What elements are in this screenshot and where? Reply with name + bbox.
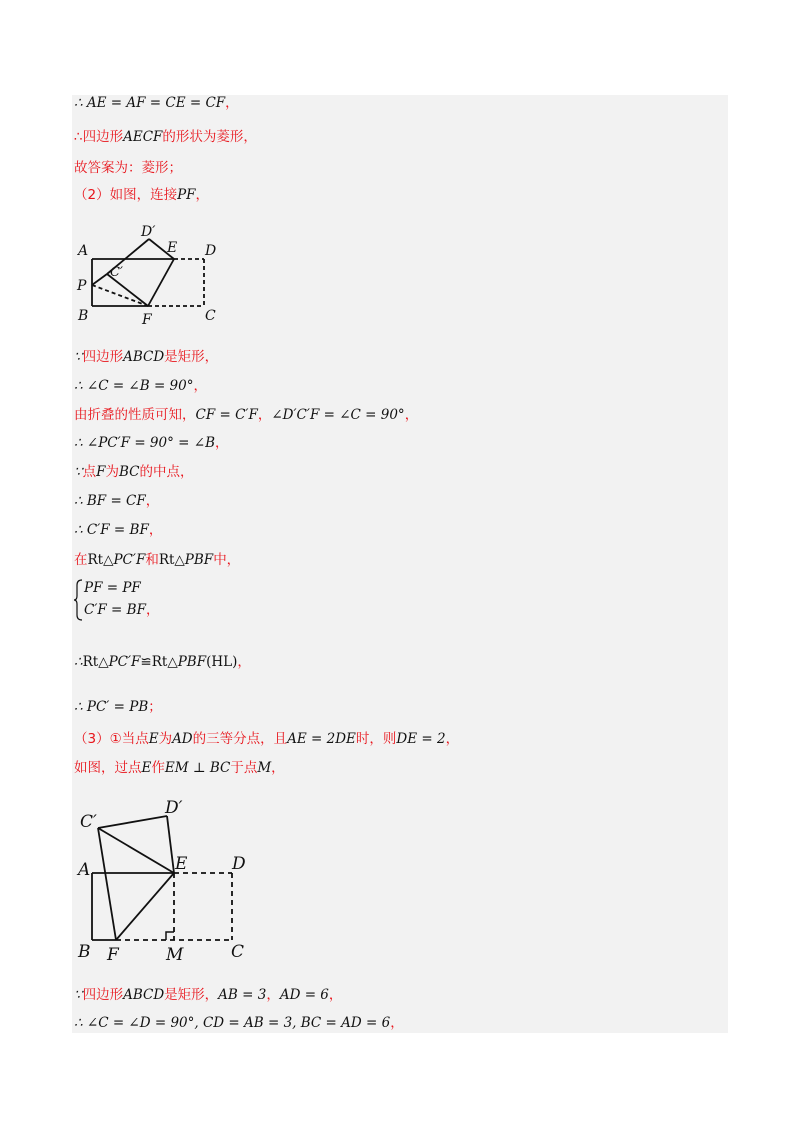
line-17 [74,729,459,749]
text-segment: ∠D′C′F = ∠C = 90° [271,407,405,423]
text-segment: ， [390,1015,404,1031]
text-segment: AD [172,731,193,747]
text-segment: Rt [82,654,99,670]
text-segment: 是矩形， [164,349,219,365]
text-segment: △PC′F [98,654,141,670]
line-12 [74,550,240,570]
text-segment: ， [145,493,160,509]
fig2-label-M: M [166,945,184,965]
text-segment: ∴ ∠C = ∠D = 90°, CD = AB = 3, BC = AD = 6 [74,1015,391,1031]
text-segment: E [141,760,152,776]
text-segment: ∴ AE = AF = CE = CF [74,95,226,111]
text-segment: ∵ [74,349,83,365]
text-segment: ， [271,760,285,776]
fig1-label-B: B [78,308,89,324]
text-segment: C′F = BF [84,602,146,618]
line-6 [74,376,207,396]
text-segment: ， [404,407,419,423]
text-segment: DE = 2 [396,731,446,747]
text-segment: ， [225,95,239,111]
text-segment: ≌Rt [140,654,168,670]
text-segment: △PC′F [103,552,146,568]
text-segment: ， [195,187,210,203]
text-segment: CF = C′F [195,407,258,423]
line-14 [84,600,159,620]
text-segment: ， [257,407,272,423]
text-segment: 和 [145,552,159,568]
text-segment: E [148,731,159,747]
line-3 [74,158,182,178]
line-18 [74,758,285,778]
text-segment: （3）①当点 [74,731,149,747]
text-segment: AE = 2DE [287,731,356,747]
fig2-label-E: E [175,854,188,874]
text-segment: 在 [74,552,88,568]
fig1-label-C: C [205,308,216,324]
text-segment: ， [266,987,280,1003]
text-segment: 点 [82,464,97,480]
fig1-label-D-prime: D′ [141,224,156,240]
text-segment: 为 [158,731,173,747]
text-segment: 的中点， [139,464,194,480]
fig1-label-A: A [78,243,89,259]
fig1-label-P: P [77,278,87,294]
fig2-label-B: B [78,942,91,962]
text-segment: 四边形 [82,349,124,365]
text-segment: EM ⊥ BC [164,760,231,776]
line-5 [74,347,218,367]
line-8 [74,433,229,453]
text-segment: ， [215,435,229,451]
text-segment: PF = PF [84,580,141,596]
line-16 [74,697,162,717]
text-segment: 时，则 [355,731,397,747]
line-4 [74,185,209,205]
figure-1 [74,222,234,330]
text-segment: ∵ [74,464,83,480]
text-segment: ， [145,602,160,618]
figure-2 [74,793,264,973]
text-segment: ， [328,987,343,1003]
text-segment: 于点 [230,760,258,776]
fig1-label-E: E [167,240,178,256]
text-segment: ， [148,522,163,538]
fig2-label-C-prime: C′ [80,812,97,832]
text-segment: （2）如图，连接 [74,187,178,203]
text-segment: ； [148,699,162,715]
text-segment: ∴四边形 [74,129,124,145]
line-10 [74,491,159,511]
line-9 [74,462,193,482]
fig1-label-D: D [205,243,217,259]
text-segment: (HL) [206,654,238,670]
text-segment: 中， [213,552,241,568]
text-segment: F [96,464,106,480]
text-segment: 故答案为：菱形； [74,160,182,176]
fig2-label-D-prime: D′ [165,798,183,818]
text-segment: AB = 3 [218,987,267,1003]
line-1 [74,93,239,113]
text-segment: 的三等分点，且 [192,731,288,747]
line-19 [74,985,342,1005]
fig1-label-C-prime: C′ [110,265,123,280]
text-segment: ∴ BF = CF [74,493,146,509]
text-segment: ∴ ∠C = ∠B = 90° [74,378,194,394]
line-11 [74,520,162,540]
text-segment: ∴ ∠PC′F = 90° = ∠B [74,435,215,451]
text-segment: ， [193,378,207,394]
text-segment: ABCD [123,349,165,365]
text-segment: ABCD [123,987,165,1003]
text-segment: ∵ [74,987,83,1003]
text-segment: AECF [123,129,163,145]
text-segment: ， [445,731,460,747]
text-segment: AD = 6 [279,987,329,1003]
line-7 [74,405,418,425]
text-segment: BC [118,464,140,480]
fig2-label-F: F [107,945,119,965]
system-brace [74,579,84,621]
text-segment: 的形状为菱形， [162,129,257,145]
text-segment: Rt [158,552,175,568]
text-segment: ∴ C′F = BF [74,522,149,538]
fig2-label-A: A [78,860,91,880]
text-segment: 为 [105,464,119,480]
fig2-label-C: C [231,942,245,962]
text-segment: ， [237,654,251,670]
text-segment: △PBF [167,654,207,670]
text-segment: 由折叠的性质可知， [74,407,196,423]
fig1-label-F: F [142,312,152,328]
line-13 [84,578,141,598]
line-15 [74,652,251,672]
text-segment: ∴ PC′ = PB [74,699,149,715]
text-segment: △PBF [174,552,214,568]
line-20 [74,1013,404,1033]
line-2 [74,127,257,147]
text-segment: 四边形 [82,987,124,1003]
text-segment: ∴ [74,654,83,670]
text-segment: 作 [151,760,165,776]
text-segment: PF [177,187,196,203]
text-segment: M [257,760,272,776]
fig2-label-D: D [232,854,246,874]
text-segment: 如图，过点 [74,760,142,776]
text-segment: 是矩形， [164,987,219,1003]
text-segment: Rt [87,552,104,568]
